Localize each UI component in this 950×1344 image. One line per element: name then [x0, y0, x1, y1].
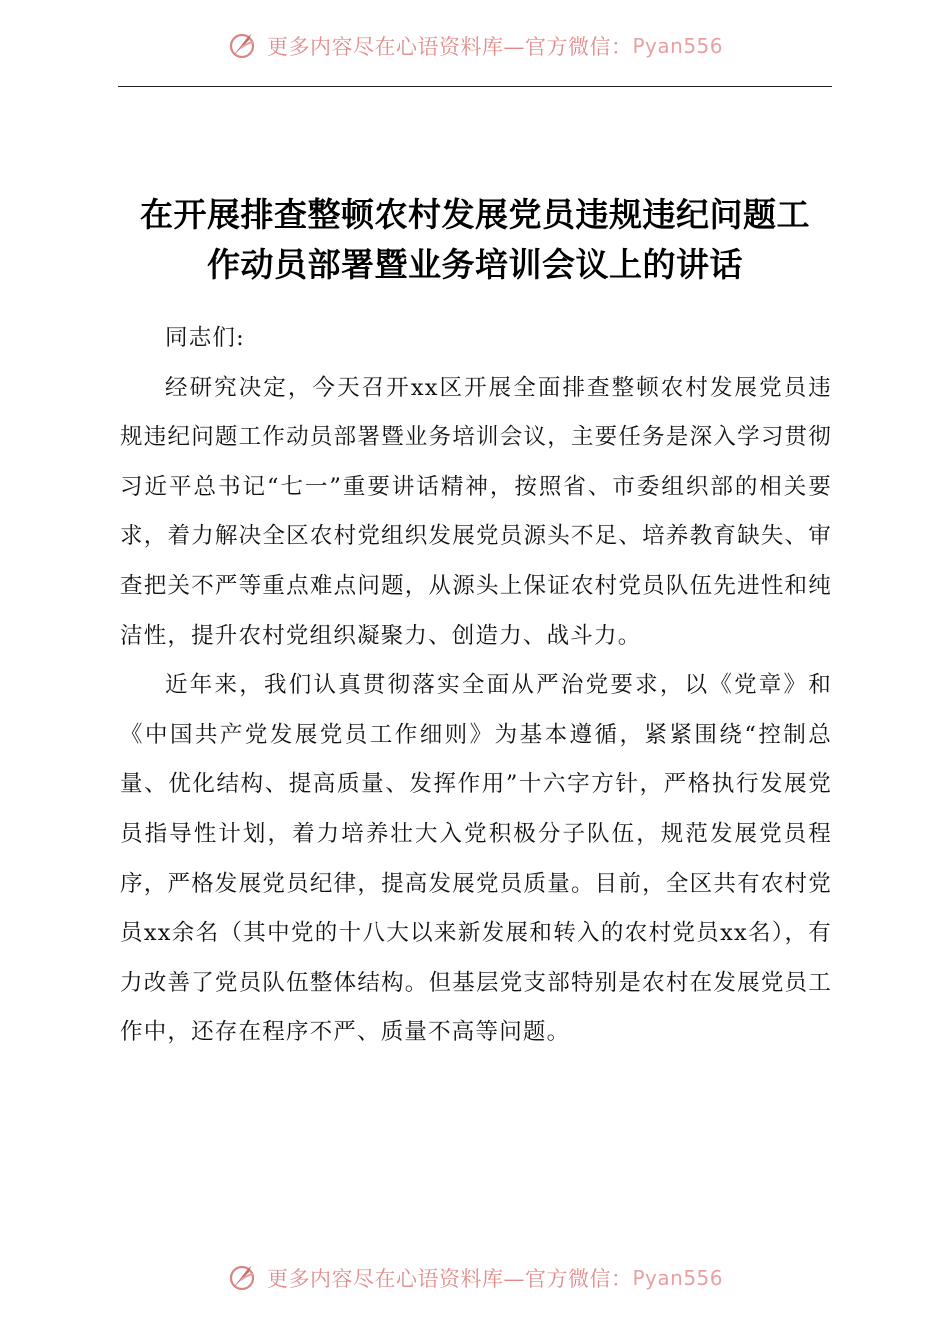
paragraph-1: 经研究决定，今天召开xx区开展全面排查整顿农村发展党员违规违纪问题工作动员部署暨业务培训会议，主要任务是深入学习贯彻习近平总书记“七一”重要讲话精神，按照省、市委组织部的相关要求，着力解决全区农村党组织发展党员源头不足、培养教育缺失、审查把关不严等重点难点问题，从源头上保证农村党员队伍先进性和纯洁性，提升农村党组织凝聚力、创造力、战斗力。 [120, 374, 832, 649]
watermark-text: 更多内容尽在心语资料库—官方微信： [266, 35, 633, 59]
paragraph-2: 近年来，我们认真贯彻落实全面从严治党要求，以《党章》和《中国共产党发展党员工作细则》为基本遵循，紧紧围绕“控制总量、优化结构、提高质量、发挥作用”十六字方针，严格执行发展党员指导性计划，着力培养壮大入党积极分子队伍，规范发展党员程序，严格发展党员纪律，提高发展党员质量。目前，全区共有农村党员xx余名（其中党的十八大以来新发展和转入的农村党员xx名），有力改善了党员队伍整体结构。但基层党支部特别是农村在发展党员工作中，还存在程序不严、质量不高等问题。 [120, 672, 832, 1046]
document-title [110, 190, 840, 290]
document-body [120, 314, 832, 1058]
header-divider [118, 86, 832, 87]
footer-watermark [0, 1258, 950, 1298]
watermark-wechat-id: Pyan556 [632, 34, 723, 58]
salutation: 同志们: [165, 325, 245, 351]
title-line-2: 作动员部署暨业务培训会议上的讲话 [207, 245, 743, 284]
header-watermark [0, 26, 950, 66]
title-line-1: 在开展排查整顿农村发展党员违规违纪问题工 [140, 195, 810, 234]
brush-logo-icon [227, 30, 263, 62]
watermark-wechat-id: Pyan556 [632, 1266, 723, 1290]
watermark-text: 更多内容尽在心语资料库—官方微信： [266, 1267, 633, 1291]
brush-logo-icon [227, 1262, 263, 1294]
